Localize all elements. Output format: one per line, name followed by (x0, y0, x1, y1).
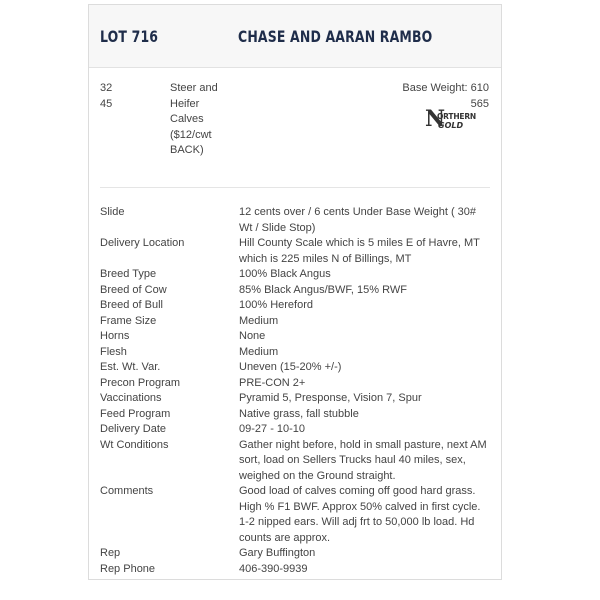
detail-value: Medium (239, 314, 279, 327)
northern-gold-logo (425, 106, 489, 133)
detail-label: Horns (100, 330, 130, 342)
detail-row-delivery-location (100, 236, 492, 267)
detail-row-wt-conditions (100, 438, 492, 485)
detail-row-flesh (100, 345, 492, 361)
detail-row-breed-of-cow (100, 283, 492, 299)
detail-value: Hill County Scale which is 5 miles E of Havre, MT which is 225 miles N of Billings, MT (239, 237, 480, 265)
detail-row-breed-type (100, 267, 492, 283)
lot-description: Steer and Heifer Calves ($12/cwt BACK) (170, 82, 218, 156)
logo-bottom-text: GOLD (438, 121, 464, 130)
base-weights (402, 81, 489, 112)
detail-label: Frame Size (100, 314, 157, 327)
detail-value: Gary Buffington (239, 547, 316, 559)
lot-card (88, 4, 502, 580)
lot-details-list (100, 205, 492, 577)
detail-label: Wt Conditions (100, 438, 169, 451)
detail-label: Flesh (100, 345, 127, 358)
detail-value: Good load of calves coming off good hard grass. High % F1 BWF. Approx 50% calved in first cycle. 1-2 nipped ears. Will adj frt to 50,000 lb load. Hd counts are approx. (239, 485, 481, 544)
detail-value: 85% Black Angus/BWF, 15% RWF (239, 283, 407, 296)
detail-row-rep (100, 546, 492, 562)
detail-value: None (239, 330, 266, 342)
detail-row-comments (100, 484, 492, 546)
detail-row-rep-phone (100, 562, 492, 578)
detail-row-est-wt-var (100, 360, 492, 376)
detail-value: PRE-CON 2+ (239, 376, 306, 389)
detail-label: Rep Phone (100, 562, 156, 575)
lot-number: LOT 716 (100, 27, 159, 46)
detail-row-delivery-date (100, 422, 492, 438)
detail-row-frame-size (100, 314, 492, 330)
detail-value: 100% Black Angus (239, 268, 331, 280)
detail-value: Uneven (15-20% +/-) (239, 361, 342, 373)
detail-label: Precon Program (100, 376, 181, 389)
detail-row-precon-program (100, 376, 492, 392)
detail-value: 09-27 - 10-10 (239, 423, 306, 435)
detail-value: 12 cents over / 6 cents Under Base Weight ( 30# Wt / Slide Stop) (239, 206, 477, 234)
detail-row-slide (100, 205, 492, 236)
detail-label: Est. Wt. Var. (100, 361, 161, 373)
logo-top-text: ORTHERN (437, 112, 476, 121)
head-counts (100, 81, 112, 112)
detail-label: Comments (100, 485, 154, 497)
detail-label: Delivery Location (100, 237, 185, 249)
base-weight-secondary: 565 (470, 97, 489, 110)
detail-label: Breed of Bull (100, 299, 163, 311)
head-count-heifers: 45 (100, 97, 113, 110)
base-weight-primary: Base Weight: 610 (402, 82, 489, 94)
detail-value: Gather night before, hold in small pasture, next AM sort, load on Sellers Trucks haul 40 miles, sex, weighed on the Ground straight. (239, 438, 487, 482)
detail-label: Vaccinations (100, 392, 162, 404)
detail-row-feed-program (100, 407, 492, 423)
detail-label: Feed Program (100, 407, 171, 420)
detail-row-horns (100, 329, 492, 345)
detail-value: 406-390-9939 (239, 562, 308, 575)
detail-label: Slide (100, 206, 125, 218)
detail-row-vaccinations (100, 391, 492, 407)
section-divider (100, 187, 490, 188)
detail-value: 100% Hereford (239, 299, 313, 311)
detail-value: Medium (239, 345, 279, 358)
head-count-steers: 32 (100, 82, 113, 94)
detail-label: Delivery Date (100, 423, 167, 435)
detail-label: Breed Type (100, 268, 157, 280)
detail-label: Rep (100, 547, 121, 559)
logo-letter: N (425, 106, 446, 132)
detail-value: Pyramid 5, Presponse, Vision 7, Spur (239, 392, 422, 404)
consignor-name: CHASE AND AARAN RAMBO (238, 27, 433, 46)
detail-value: Native grass, fall stubble (239, 407, 359, 420)
lot-header (89, 5, 501, 68)
detail-label: Breed of Cow (100, 283, 167, 296)
detail-row-breed-of-bull (100, 298, 492, 314)
